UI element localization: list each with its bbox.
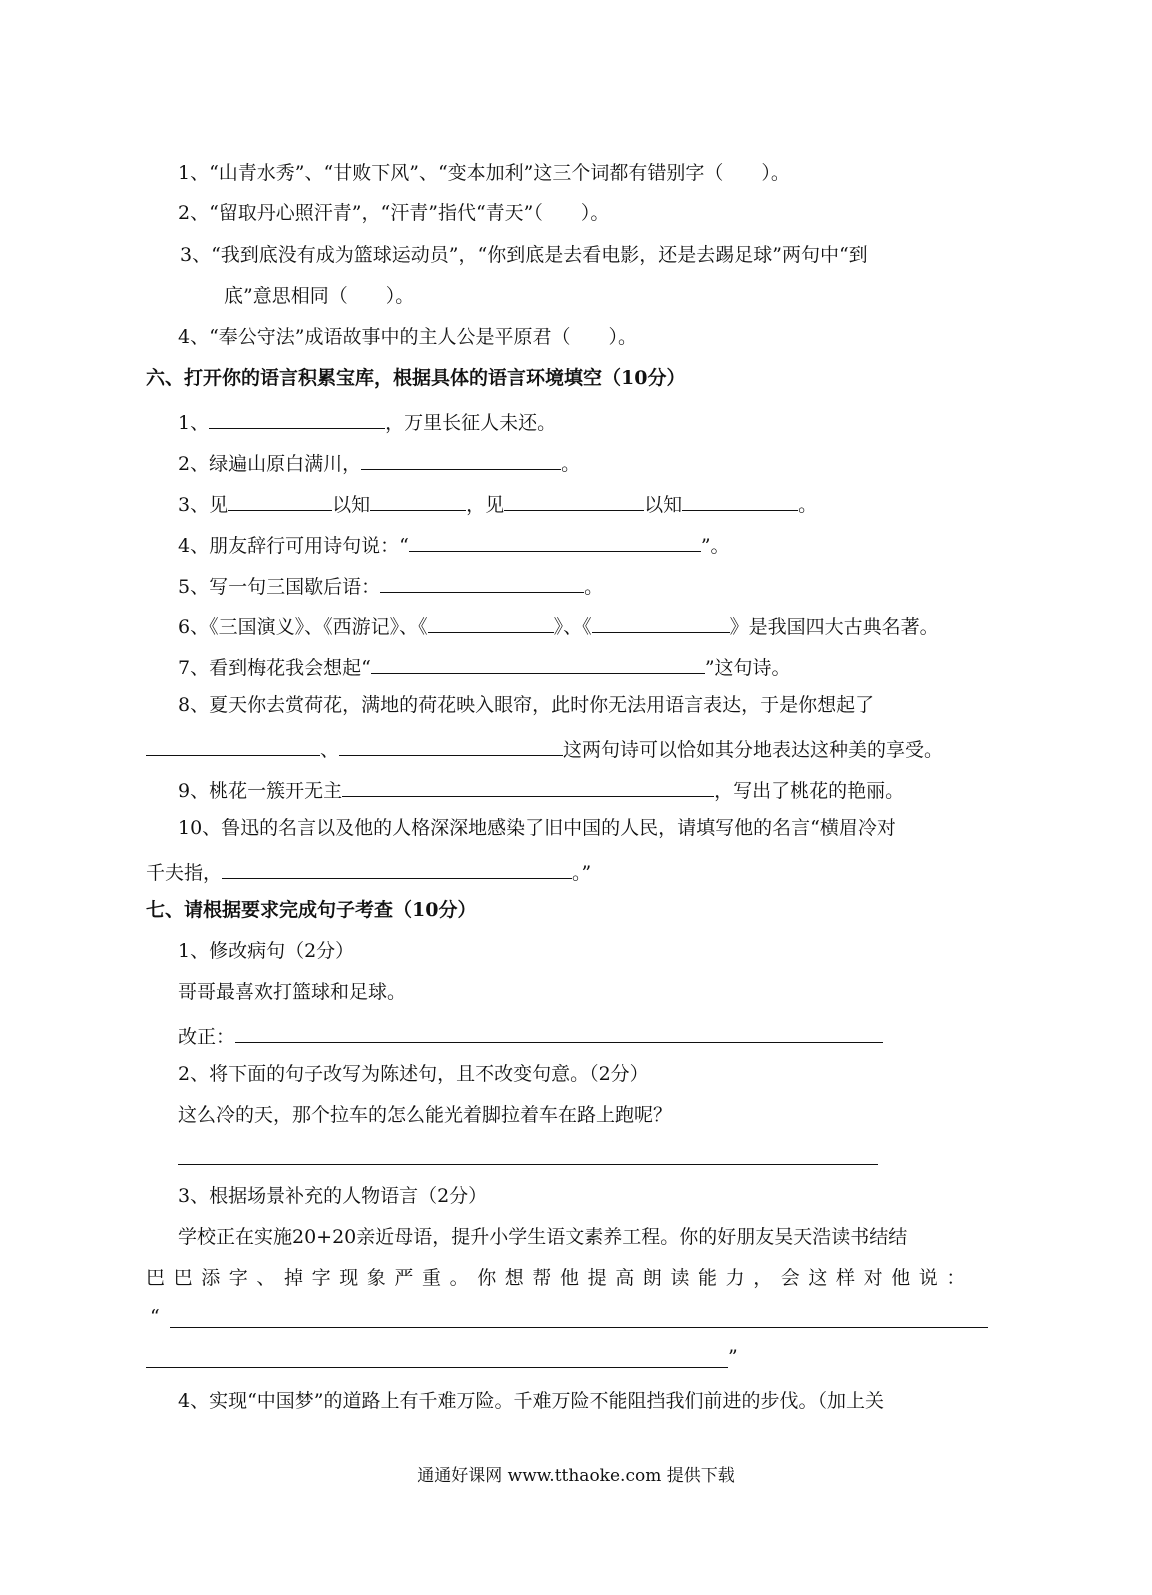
s6-q2-blank[interactable] <box>361 451 561 470</box>
s6-q5-suffix: 。 <box>584 576 604 598</box>
s6-q3-d: 以知 <box>644 494 683 516</box>
s6-q8-suffix: 这两句诗可以恰如其分地表达这种美的享受。 <box>563 739 944 761</box>
s6-q8-blank-2[interactable] <box>339 737 563 756</box>
s7-q1-title: 1、修改病句（2分） <box>178 940 355 962</box>
s6-q1 <box>178 410 556 433</box>
s6-q3-blank-4[interactable] <box>682 492 798 511</box>
s7-q3-answer-line-1[interactable] <box>170 1327 988 1328</box>
s6-q4-blank[interactable] <box>409 533 701 552</box>
s7-q2-sentence: 这么冷的天，那个拉车的怎么能光着脚拉着车在路上跑呢？ <box>178 1104 673 1126</box>
s6-q6-c: 》是我国四大古典名著。 <box>729 616 939 638</box>
s6-q8-line1: 8、夏天你去赏荷花，满地的荷花映入眼帘，此时你无法用语言表达，于是你想起了 <box>178 694 875 716</box>
s7-q1-fix <box>178 1024 883 1047</box>
s6-q4-suffix: ”。 <box>700 535 730 557</box>
s7-q3-title: 3、根据场景补充的人物语言（2分） <box>178 1185 488 1207</box>
s6-q8-mid: 、 <box>320 739 340 761</box>
s6-q5-blank[interactable] <box>380 574 584 593</box>
s7-q3-close-quote: ” <box>728 1346 738 1368</box>
s6-q3-a: 3、见 <box>178 494 229 516</box>
s6-q3-blank-3[interactable] <box>504 492 644 511</box>
s6-q3-blank-1[interactable] <box>228 492 332 511</box>
page-footer: 通通好课网 www.tthaoke.com 提供下载 <box>417 1466 735 1486</box>
s6-q3-b: 以知 <box>332 494 371 516</box>
tf-item-3-cont: 底”意思相同（ ）。 <box>224 285 415 307</box>
s6-q9 <box>178 778 904 801</box>
s6-q9-blank[interactable] <box>342 778 714 797</box>
s6-q8-line2 <box>146 737 943 760</box>
s6-q4 <box>178 533 730 556</box>
tf-item-2: 2、“留取丹心照汗青”，“汗青”指代“青天”（ ）。 <box>178 202 610 224</box>
s6-q5 <box>178 574 603 597</box>
s7-q1-sentence: 哥哥最喜欢打篮球和足球。 <box>178 981 407 1003</box>
s6-q10-prefix: 千夫指， <box>146 862 223 884</box>
s6-q10-suffix: 。” <box>572 862 592 884</box>
s7-q4-line1: 4、实现“中国梦”的道路上有千难万险。千难万险不能阻挡我们前进的步伐。（加上关 <box>178 1390 885 1412</box>
s6-q10-line1: 10、鲁迅的名言以及他的人格深深地感染了旧中国的人民，请填写他的名言“横眉冷对 <box>178 817 896 839</box>
s6-q6-blank-1[interactable] <box>428 614 554 633</box>
s7-q3-answer-line-2[interactable] <box>146 1367 728 1368</box>
s6-q1-suffix: ，万里长征人未还。 <box>385 412 557 434</box>
s6-q3-c: ，见 <box>466 494 505 516</box>
s6-q10-line2 <box>146 860 591 883</box>
s6-q2 <box>178 451 580 474</box>
s6-q4-prefix: 4、朋友辞行可用诗句说：“ <box>178 535 409 557</box>
s6-q3-e: 。 <box>798 494 818 516</box>
tf-item-4: 4、“奉公守法”成语故事中的主人公是平原君（ ）。 <box>178 326 638 348</box>
s6-q9-suffix: ，写出了桃花的艳丽。 <box>714 780 905 802</box>
s6-q2-suffix: 。 <box>561 453 581 475</box>
s6-q7-prefix: 7、看到梅花我会想起“ <box>178 657 371 679</box>
s7-q2-answer-line[interactable] <box>178 1164 878 1165</box>
s6-q2-prefix: 2、绿遍山原白满川， <box>178 453 362 475</box>
section-6-title: 六、打开你的语言积累宝库，根据具体的语言环境填空（10分） <box>146 367 686 389</box>
s6-q3-blank-2[interactable] <box>370 492 466 511</box>
s6-q8-blank-1[interactable] <box>146 737 320 756</box>
s6-q7 <box>178 655 791 678</box>
s6-q3 <box>178 492 817 515</box>
s7-q1-fix-label: 改正： <box>178 1026 236 1048</box>
s7-q2-title: 2、将下面的句子改写为陈述句，且不改变句意。（2分） <box>178 1063 649 1085</box>
s6-q1-prefix: 1、 <box>178 412 210 434</box>
s7-q3-line2: 巴巴添字、掉字现象严重。你想帮他提高朗读能力，会这样对他说： <box>146 1267 975 1289</box>
s6-q6 <box>178 614 939 637</box>
s7-q3-open-quote: “ <box>150 1306 160 1328</box>
s7-q1-fix-blank[interactable] <box>235 1024 883 1043</box>
s6-q9-prefix: 9、桃花一簇开无主 <box>178 780 343 802</box>
s6-q7-blank[interactable] <box>371 655 705 674</box>
s6-q7-suffix: ”这句诗。 <box>704 657 791 679</box>
s7-q3-line1: 学校正在实施20+20亲近母语，提升小学生语文素养工程。你的好朋友吴天浩读书结结 <box>178 1226 908 1248</box>
tf-item-1: 1、“山青水秀”、“甘败下风”、“变本加利”这三个词都有错别字（ ）。 <box>178 162 790 184</box>
section-7-title: 七、请根据要求完成句子考查（10分） <box>146 899 477 921</box>
s6-q6-a: 6、《三国演义》、《西游记》、《 <box>178 616 428 638</box>
s6-q1-blank[interactable] <box>209 410 385 429</box>
s6-q10-blank[interactable] <box>222 860 572 879</box>
s6-q6-blank-2[interactable] <box>592 614 730 633</box>
s6-q5-prefix: 5、写一句三国歇后语： <box>178 576 381 598</box>
tf-item-3: 3、“我到底没有成为篮球运动员”，“你到底是去看电影，还是去踢足球”两句中“到 <box>180 244 868 266</box>
s6-q6-b: 》、《 <box>553 616 592 638</box>
